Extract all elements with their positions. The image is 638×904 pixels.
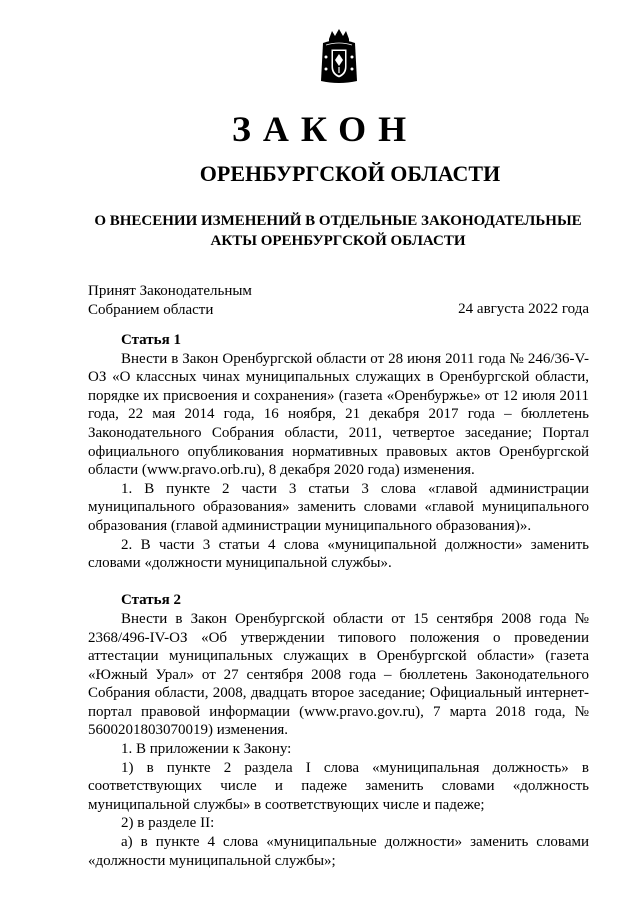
adoption-date: 24 августа 2022 года — [458, 301, 589, 317]
article-2-paragraph: 2) в разделе II: — [121, 815, 215, 832]
act-title: О ВНЕСЕНИИ ИЗМЕНЕНИЙ В ОТДЕЛЬНЫЕ ЗАКОНОДАТЕЛЬНЫЕ АКТЫ ОРЕНБУРГСКОЙ ОБЛАСТИ — [94, 213, 582, 249]
adoption-line-1: Принят Законодательным — [88, 283, 252, 299]
article-1-heading: Статья 1 — [121, 332, 181, 348]
article-2-paragraph: Внести в Закон Оренбургской области от 15 сентября 2008 года № 2368/496-IV-ОЗ «Об утверждении типового положения о проведении аттестации муниципальных служащих в Оренбургской области» (газета «Южный Урал» от 27 сентября 2008 года – бюллетень Законодательного Собрания области, 2008, двадцать второе заседание; Официальный интернет-портал правовой информации (www.pravo.gov.ru), 7 марта 2018 года, № 5600201803070019) изменения. — [88, 610, 589, 739]
article-1-paragraph: 1. В пункте 2 части 3 статьи 3 слова «главой администрации муниципального образования» заменить словами «главой муниципального образования (главой администрации муниципального образования)». — [88, 480, 589, 534]
region-title: ОРЕНБУРГСКОЙ ОБЛАСТИ — [199, 161, 501, 186]
coat-of-arms-icon — [317, 27, 361, 85]
article-2-paragraph: а) в пункте 4 слова «муниципальные должности» заменить словами «должности муниципальной службы»; — [88, 834, 589, 869]
law-title: ЗАКОН — [231, 109, 419, 149]
adoption-line-2: Собранием области — [88, 301, 214, 318]
article-spacer — [88, 573, 589, 592]
law-body — [88, 331, 589, 870]
article-2-paragraph: 1. В приложении к Закону: — [121, 741, 292, 758]
article-2-heading: Статья 2 — [121, 592, 181, 609]
article-1-paragraph: Внести в Закон Оренбургской области от 28 июня 2011 года № 246/36-V-ОЗ «О классных чинах муниципальных служащих в Оренбургской области, порядке их присвоения и сохранения» (газета «Оренбуржье» от 12 июля 2011 года, 22 мая 2014 года, 16 ноября, 21 декабря 2017 года – бюллетень Законодательного Собрания области, 2011, четвертое заседание; Портал официального опубликования нормативных правовых актов Оренбургской области (www.pravo.orb.ru), 8 декабря 2020 года) изменения. — [88, 350, 589, 479]
article-2-paragraph: 1) в пункте 2 раздела I слова «муниципальная должность» в соответствующих числе и падеже заменить словами «должность муниципальной службы» в соответствующих числе и падеже; — [88, 759, 589, 813]
article-1-paragraph: 2. В части 3 статьи 4 слова «муниципальной должности» заменить словами «должности муниципальной службы». — [88, 536, 589, 572]
adoption-info — [88, 282, 252, 319]
